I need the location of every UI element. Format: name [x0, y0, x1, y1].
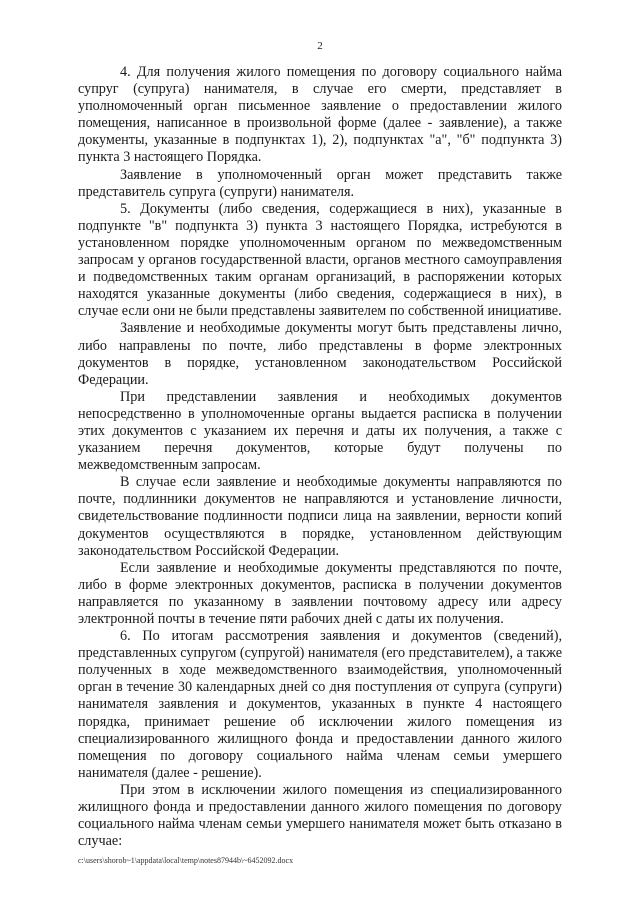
paragraph-item-4: 4. Для получения жилого помещения по договору социального найма супруг (супруга) нанимателя, в случае его смерти, представляет в уполномоченный орган письменное заявление о предоставлении жилого помещения, написанное в произвольной форме (далее - заявление), а также документы, указанные в подпунктах 1), 2), подпунктах "а", "б" подпункта 3) пункта 3 настоящего Порядка.	[78, 64, 562, 166]
footer-file-path: c:\users\shorob~1\appdata\local\temp\notes87944b\~6452092.docx	[78, 856, 294, 865]
paragraph-submission-methods: Заявление и необходимые документы могут быть представлены лично, либо направлены по почте, либо представлены в форме электронных документов в порядке, установленном законодательством Российской Федерации.	[78, 320, 562, 388]
paragraph-item-5: 5. Документы (либо сведения, содержащиеся в них), указанные в подпункте "в" подпункта 3) пункта 3 настоящего Порядка, истребуются в установленном порядке уполномоченным органом по межведомственным запросам у органов государственной власти, органов местного самоуправления и подведомственных таким органам организаций, в распоряжении которых находятся указанные документы (либо сведения, содержащиеся в них), в случае если они не были представлены заявителем по собственной инициативе.	[78, 200, 562, 320]
paragraph-refusal-cases: При этом в исключении жилого помещения из специализированного жилищного фонда и предоставлении данного жилого помещения по договору социального найма членам семьи умершего нанимателя может быть отказано в случае:	[78, 781, 562, 850]
paragraph-representative: Заявление в уполномоченный орган может представить также представитель супруга (супруги) нанимателя.	[78, 166, 562, 200]
paragraph-receipt-in-person: При представлении заявления и необходимых документов непосредственно в уполномоченные органы выдается расписка в получении этих документов с указанием их перечня и даты их получения, а также с указанием перечня документов, которые будут получены по межведомственным запросам.	[78, 388, 562, 474]
paragraph-receipt-by-mail: Если заявление и необходимые документы представляются по почте, либо в форме электронных документов, расписка в получении документов направляется по указанному в заявлении почтовому адресу или адресу электронной почты в течение пяти рабочих дней с даты их получения.	[78, 559, 562, 627]
document-body	[78, 64, 562, 850]
page-number: 2	[317, 40, 323, 52]
paragraph-mail-submission: В случае если заявление и необходимые документы направляются по почте, подлинники документов не направляются и установление личности, свидетельствование подлинности подписи лица на заявлении, верности копий документов осуществляются в порядке, установленном действующим законодательством Российской Федерации.	[78, 474, 562, 559]
paragraph-item-6: 6. По итогам рассмотрения заявления и документов (сведений), представленных супругом (супругой) нанимателя (его представителем), а также полученных в ходе межведомственного взаимодействия, уполномоченный орган в течение 30 календарных дней со дня поступления от супруга (супруги) нанимателя заявления и документов, указанных в пункте 4 настоящего порядка, принимает решение об исключении жилого помещения из специализированного жилищного фонда и предоставлении данного жилого помещения по договору социального найма членам семьи умершего нанимателя (далее - решение).	[78, 628, 562, 781]
